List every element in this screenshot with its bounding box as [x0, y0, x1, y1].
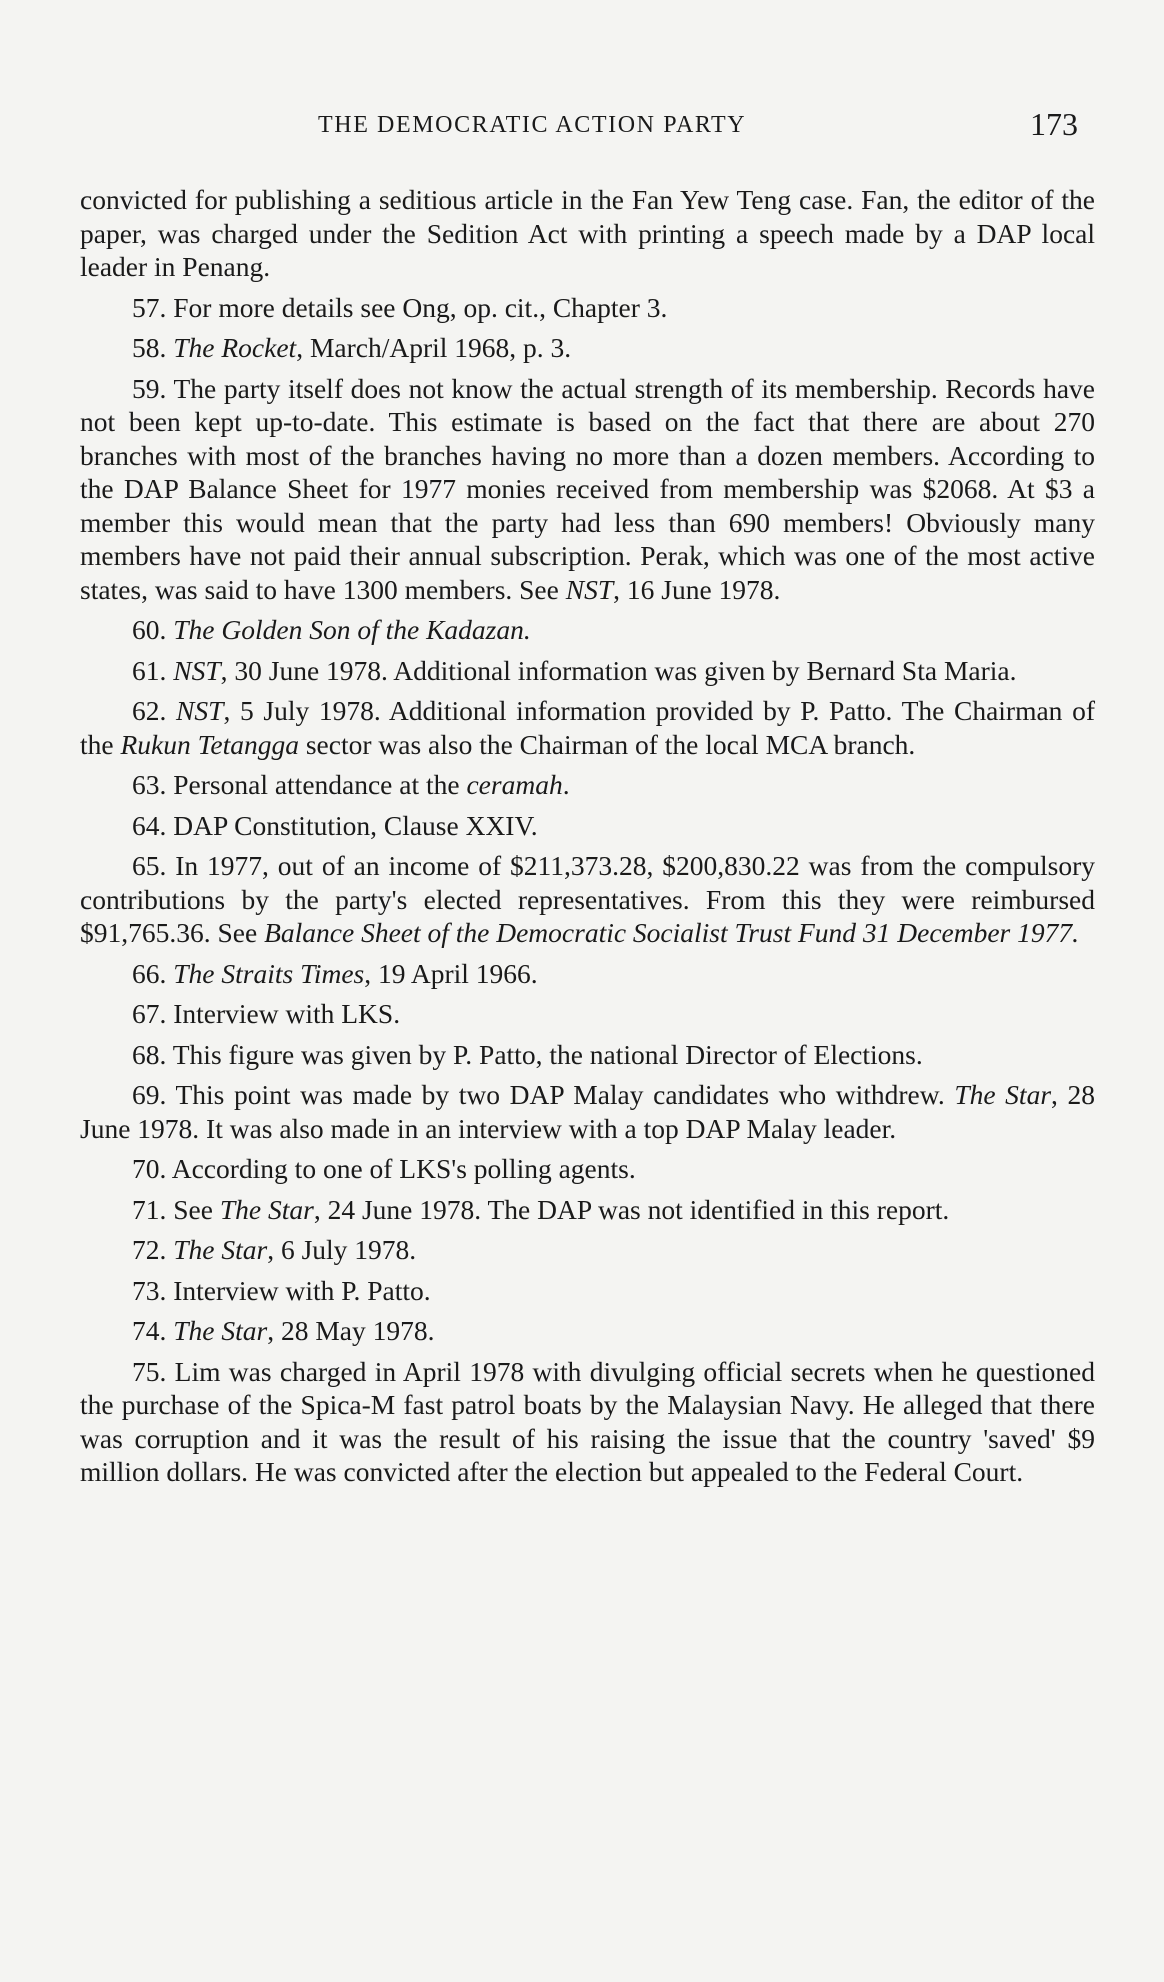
- endnote-67: 67. Interview with LKS.: [132, 998, 401, 1029]
- endnotes-body: [80, 183, 1095, 1496]
- endnote-69: 69. This point was made by two DAP Malay candidates who withdrew. The Star, 28 June 1978. It was also made in an interview with a top DAP Malay leader.: [80, 1079, 1096, 1144]
- continued-note-text: convicted for publishing a seditious article in the Fan Yew Teng case. Fan, the editor of the paper, was charged under the Sedition Act with printing a speech made by a DAP local leader in Penang.: [80, 184, 1095, 282]
- endnote-68: 68. This figure was given by P. Patto, the national Director of Elections.: [132, 1038, 923, 1070]
- endnote-62: 62. NST, 5 July 1978. Additional information provided by P. Patto. The Chairman of the Rukun Tetangga sector was also the Chairman of the local MCA branch.: [80, 695, 1095, 760]
- endnote-71: 71. See The Star, 24 June 1978. The DAP was not identified in this report.: [132, 1193, 950, 1225]
- endnote-66: 66. The Straits Times, 19 April 1966.: [132, 957, 538, 989]
- endnote-65: 65. In 1977, out of an income of $211,373.28, $200,830.22 was from the compulsory contributions by the party's elected representatives. From this they were reimbursed $91,765.36. See Balance Sheet of the Democratic Socialist Trust Fund 31 December 1977.: [80, 850, 1095, 948]
- endnote-59: 59. The party itself does not know the actual strength of its membership. Records have not been kept up-to-date. This estimate is based on the fact that there are about 270 branches with most of the branches having no more than a dozen members. According to the DAP Balance Sheet for 1977 monies received from membership was $2068. At $3 a member this would mean that the party had less than 690 members! Obviously many members have not paid their annual subscription. Perak, which was one of the most active states, was said to have 1300 members. See NST, 16 June 1978.: [80, 372, 1095, 605]
- endnote-70: 70. According to one of LKS's polling agents.: [132, 1153, 636, 1184]
- endnote-74: 74. The Star, 28 May 1978.: [132, 1315, 435, 1346]
- endnote-64: 64. DAP Constitution, Clause XXIV.: [132, 809, 538, 841]
- endnote-72: 72. The Star, 6 July 1978.: [132, 1234, 417, 1265]
- endnote-75: 75. Lim was charged in April 1978 with divulging official secrets when he questioned the purchase of the Spica-M fast patrol boats by the Malaysian Navy. He alleged that there was corruption and it was the result of his raising the issue that the country 'saved' $9 million dollars. He was convicted after the election but appealed to the Federal Court.: [80, 1355, 1095, 1487]
- endnote-58: 58. The Rocket, March/April 1968, p. 3.: [132, 332, 572, 363]
- endnote-73: 73. Interview with P. Patto.: [132, 1274, 431, 1306]
- running-title: THE DEMOCRATIC ACTION PARTY: [318, 112, 747, 138]
- endnote-63: 63. Personal attendance at the ceramah.: [132, 769, 570, 800]
- endnote-61: 61. NST, 30 June 1978. Additional information was given by Bernard Sta Maria.: [132, 654, 1017, 686]
- page-number: 173: [1030, 106, 1078, 142]
- endnote-60: 60. The Golden Son of the Kadazan.: [132, 614, 531, 645]
- endnote-57: 57. For more details see Ong, op. cit., Chapter 3.: [132, 291, 668, 323]
